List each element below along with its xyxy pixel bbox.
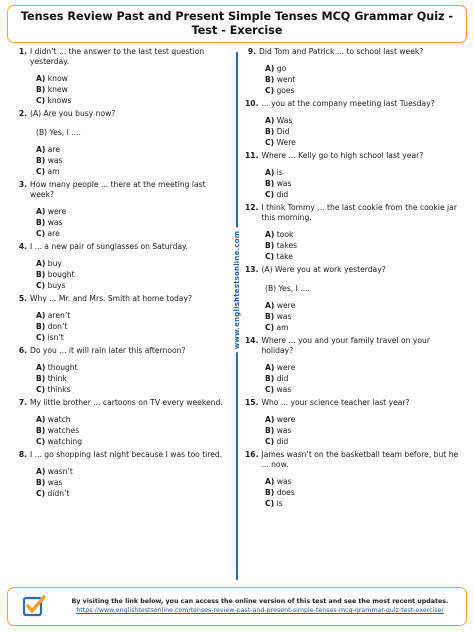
option-text: was	[47, 218, 63, 227]
option-letter: A)	[265, 168, 275, 177]
question-row	[245, 336, 461, 356]
question-text: Who ... your science teacher last year?	[261, 398, 410, 407]
option-letter: B)	[36, 156, 46, 165]
option-text: Did	[276, 127, 290, 136]
question-row	[245, 398, 461, 408]
option-text: went	[276, 75, 296, 84]
answer-option[interactable]	[36, 489, 228, 500]
question-block	[245, 203, 461, 263]
answer-option[interactable]	[36, 218, 228, 229]
question-text: How many people ... there at the meeting last week?	[30, 180, 206, 199]
question-text: I think Tommy ... the last cookie from the cookie jar this morning.	[261, 203, 457, 222]
answer-option[interactable]	[265, 179, 461, 190]
question-block	[16, 109, 228, 178]
option-text: watching	[47, 437, 83, 446]
question-block	[245, 151, 461, 201]
question-text: (A) Were you at work yesterday?	[261, 265, 386, 274]
answer-option[interactable]	[36, 167, 228, 178]
answer-option[interactable]	[265, 241, 461, 252]
option-text: didn’t	[47, 489, 70, 498]
answer-options	[245, 64, 461, 97]
question-text: Do you ... it will rain later this afternoon?	[30, 346, 186, 355]
question-dialogue-line: (B) Yes, I ....	[265, 284, 310, 293]
answer-options	[245, 363, 461, 396]
question-row	[16, 109, 228, 119]
option-text: thinks	[47, 385, 71, 394]
option-letter: A)	[36, 259, 46, 268]
option-letter: A)	[265, 64, 275, 73]
question-row	[245, 265, 461, 275]
question-number: 11.	[245, 151, 259, 160]
option-text: Were	[276, 138, 296, 147]
option-text: takes	[276, 241, 298, 250]
question-text: Where ... you and your family travel on your holiday?	[261, 336, 430, 355]
question-text: Why ... Mr. and Mrs. Smith at home today?	[30, 294, 192, 303]
answer-option[interactable]	[265, 230, 461, 241]
option-text: are	[47, 145, 61, 154]
footer-text	[58, 597, 462, 615]
option-letter: C)	[265, 499, 275, 508]
answer-option[interactable]	[36, 322, 228, 333]
answer-option[interactable]	[265, 323, 461, 334]
option-letter: A)	[265, 415, 275, 424]
answer-options	[16, 415, 228, 448]
option-letter: C)	[36, 167, 46, 176]
question-block	[16, 242, 228, 292]
answer-option[interactable]	[265, 116, 461, 127]
question-row	[245, 151, 461, 161]
right-question-column	[245, 45, 461, 511]
question-number: 4.	[18, 242, 27, 251]
option-text: does	[276, 488, 295, 497]
question-text: (A) Are you busy now?	[30, 109, 116, 118]
answer-option[interactable]	[265, 138, 461, 149]
answer-options	[16, 145, 228, 178]
option-text: are	[47, 229, 60, 238]
option-text: did	[276, 374, 289, 383]
question-number: 3.	[18, 180, 27, 189]
option-letter: A)	[265, 230, 275, 239]
option-text: watch	[47, 415, 71, 424]
option-letter: A)	[265, 116, 275, 125]
answer-option[interactable]	[265, 426, 461, 437]
option-text: isn’t	[47, 333, 64, 342]
question-block	[16, 346, 228, 396]
checkbox-check-icon	[22, 594, 46, 618]
option-text: were	[276, 301, 296, 310]
left-question-column	[16, 45, 228, 501]
answer-option[interactable]	[36, 259, 228, 270]
option-text: was	[276, 312, 292, 321]
question-number: 8.	[18, 450, 27, 459]
answer-option[interactable]	[265, 252, 461, 263]
footer-note: By visiting the link below, you can access the online version of this test and see the most recent updates.	[71, 598, 449, 605]
answer-option[interactable]	[265, 488, 461, 499]
answer-option[interactable]	[265, 363, 461, 374]
question-text: My little brother ... cartoons on TV every weekend.	[30, 398, 223, 407]
question-number: 16.	[245, 450, 259, 459]
option-letter: C)	[36, 437, 46, 446]
option-text: go	[276, 64, 287, 73]
option-letter: C)	[36, 96, 46, 105]
answer-option[interactable]	[36, 467, 228, 478]
option-letter: C)	[265, 323, 275, 332]
answer-option[interactable]	[265, 312, 461, 323]
option-letter: B)	[265, 426, 275, 435]
title-box	[7, 5, 467, 43]
question-dialogue-line: (B) Yes, I ....	[36, 128, 81, 137]
question-number: 6.	[18, 346, 27, 355]
answer-option[interactable]	[36, 311, 228, 322]
question-block	[245, 99, 461, 149]
question-text: I ... a new pair of sunglasses on Saturday.	[30, 242, 188, 251]
question-block	[245, 265, 461, 334]
side-website-link[interactable]: www.englishtestsonline.com	[232, 228, 242, 353]
answer-options	[16, 259, 228, 292]
option-text: was	[276, 179, 292, 188]
answer-option[interactable]	[265, 499, 461, 510]
question-block	[16, 294, 228, 344]
question-number: 5.	[18, 294, 27, 303]
option-letter: A)	[36, 145, 46, 154]
option-text: knows	[47, 96, 72, 105]
question-text: ... you at the company meeting last Tuesday?	[261, 99, 435, 108]
answer-option[interactable]	[265, 168, 461, 179]
question-row	[245, 203, 461, 223]
answer-option[interactable]	[265, 75, 461, 86]
question-row	[16, 242, 228, 252]
option-text: was	[276, 477, 292, 486]
option-letter: B)	[36, 270, 46, 279]
option-text: were	[47, 207, 67, 216]
answer-options	[16, 207, 228, 240]
option-letter: A)	[36, 363, 46, 372]
option-letter: C)	[265, 138, 275, 147]
option-letter: B)	[265, 241, 275, 250]
option-letter: B)	[36, 218, 46, 227]
option-text: am	[47, 167, 60, 176]
option-letter: C)	[36, 229, 46, 238]
answer-option[interactable]	[265, 301, 461, 312]
answer-options	[245, 415, 461, 448]
answer-options	[16, 311, 228, 344]
question-row	[245, 450, 461, 470]
option-letter: A)	[36, 415, 46, 424]
answer-option[interactable]	[265, 64, 461, 75]
option-text: wasn’t	[47, 467, 73, 476]
question-text: Did Tom and Patrick ... to school last week?	[259, 47, 424, 56]
option-letter: B)	[265, 127, 275, 136]
option-letter: B)	[265, 488, 275, 497]
answer-option[interactable]	[36, 374, 228, 385]
question-text: I ... go shopping last night because I was too tired.	[30, 450, 223, 459]
answer-option[interactable]	[36, 229, 228, 240]
answer-options	[16, 467, 228, 500]
answer-options	[245, 168, 461, 201]
question-row	[16, 398, 228, 408]
option-text: took	[276, 230, 294, 239]
option-letter: A)	[36, 207, 46, 216]
question-text: Where ... Kelly go to high school last year?	[261, 151, 424, 160]
answer-options	[245, 116, 461, 149]
answer-option[interactable]	[36, 281, 228, 292]
option-text: is	[276, 168, 283, 177]
question-number: 2.	[18, 109, 27, 118]
answer-options	[16, 363, 228, 396]
option-text: was	[276, 426, 292, 435]
option-letter: A)	[265, 477, 275, 486]
answer-option[interactable]	[265, 415, 461, 426]
option-letter: B)	[265, 179, 275, 188]
question-row	[245, 47, 461, 57]
option-letter: B)	[36, 426, 46, 435]
option-letter: C)	[36, 333, 46, 342]
answer-option[interactable]	[36, 207, 228, 218]
question-row	[245, 99, 461, 109]
answer-option[interactable]	[36, 74, 228, 85]
question-block	[245, 398, 461, 448]
answer-options	[16, 74, 228, 107]
question-number: 14.	[245, 336, 259, 345]
question-number: 12.	[245, 203, 259, 212]
option-text: were	[276, 415, 296, 424]
question-block	[16, 450, 228, 500]
option-text: did	[276, 190, 289, 199]
option-letter: B)	[36, 85, 46, 94]
question-block	[16, 398, 228, 448]
answer-option[interactable]	[265, 385, 461, 396]
option-letter: A)	[36, 74, 46, 83]
option-text: buys	[47, 281, 66, 290]
footer-url-link[interactable]: https://www.englishtestsonline.com/tenses-review-past-and-present-simple-tenses-mcq-grammar-quiz-test-exercise/	[76, 607, 444, 614]
option-letter: A)	[265, 363, 275, 372]
answer-option[interactable]	[265, 127, 461, 138]
option-text: take	[276, 252, 293, 261]
option-letter: B)	[265, 374, 275, 383]
option-text: know	[47, 74, 68, 83]
option-text: were	[276, 363, 296, 372]
answer-option[interactable]	[36, 85, 228, 96]
question-number: 9.	[247, 47, 256, 56]
option-text: knew	[47, 85, 68, 94]
question-row	[16, 294, 228, 304]
answer-options	[245, 301, 461, 334]
option-letter: B)	[265, 312, 275, 321]
option-text: thought	[47, 363, 78, 372]
option-text: was	[47, 156, 63, 165]
option-text: aren’t	[47, 311, 71, 320]
option-letter: C)	[265, 86, 275, 95]
question-block	[16, 47, 228, 107]
question-block	[16, 180, 228, 240]
option-letter: C)	[265, 437, 275, 446]
footer-box	[7, 587, 467, 626]
question-number: 10.	[245, 99, 259, 108]
page-title: Tenses Review Past and Present Simple Tenses MCQ Grammar Quiz - Test - Exercise	[20, 10, 454, 37]
answer-option[interactable]	[265, 437, 461, 448]
question-number: 1.	[18, 47, 27, 56]
question-number: 15.	[245, 398, 259, 407]
option-letter: A)	[36, 467, 46, 476]
option-text: bought	[47, 270, 75, 279]
option-text: was	[47, 478, 63, 487]
option-letter: B)	[265, 75, 275, 84]
option-letter: B)	[36, 322, 46, 331]
answer-options	[245, 230, 461, 263]
option-text: buy	[47, 259, 62, 268]
question-row	[16, 346, 228, 356]
option-letter: C)	[265, 385, 275, 394]
option-text: did	[276, 437, 289, 446]
answer-option[interactable]	[265, 374, 461, 385]
option-letter: B)	[36, 478, 46, 487]
answer-option[interactable]	[36, 437, 228, 448]
answer-option[interactable]	[36, 478, 228, 489]
option-letter: B)	[36, 374, 46, 383]
option-letter: C)	[36, 489, 46, 498]
option-letter: C)	[265, 252, 275, 261]
option-text: don’t	[47, 322, 68, 331]
answer-option[interactable]	[265, 86, 461, 97]
question-text: I didn’t ... the answer to the last test question yesterday.	[30, 47, 205, 66]
answer-option[interactable]	[36, 96, 228, 107]
option-letter: A)	[265, 301, 275, 310]
question-row	[16, 450, 228, 460]
option-letter: C)	[36, 281, 46, 290]
question-row	[16, 180, 228, 200]
answer-option[interactable]	[36, 156, 228, 167]
answer-option[interactable]	[36, 270, 228, 281]
question-number: 7.	[18, 398, 27, 407]
answer-option[interactable]	[36, 426, 228, 437]
question-block	[245, 47, 461, 97]
answer-option[interactable]	[36, 333, 228, 344]
answer-option[interactable]	[265, 190, 461, 201]
option-text: is	[276, 499, 283, 508]
answer-option[interactable]	[265, 477, 461, 488]
question-row	[16, 47, 228, 67]
option-text: Was	[276, 116, 293, 125]
question-number: 13.	[245, 265, 259, 274]
answer-options	[245, 477, 461, 510]
question-block	[245, 450, 461, 510]
question-text: James wasn’t on the basketball team before, but he ... now.	[261, 450, 459, 469]
question-block	[245, 336, 461, 396]
option-text: goes	[276, 86, 295, 95]
option-letter: A)	[36, 311, 46, 320]
option-text: am	[276, 323, 289, 332]
option-text: was	[276, 385, 292, 394]
answer-option[interactable]	[36, 385, 228, 396]
option-letter: C)	[36, 385, 46, 394]
answer-option[interactable]	[36, 415, 228, 426]
answer-option[interactable]	[36, 363, 228, 374]
option-letter: C)	[265, 190, 275, 199]
option-text: think	[47, 374, 67, 383]
option-text: watches	[47, 426, 80, 435]
answer-option[interactable]	[36, 145, 228, 156]
